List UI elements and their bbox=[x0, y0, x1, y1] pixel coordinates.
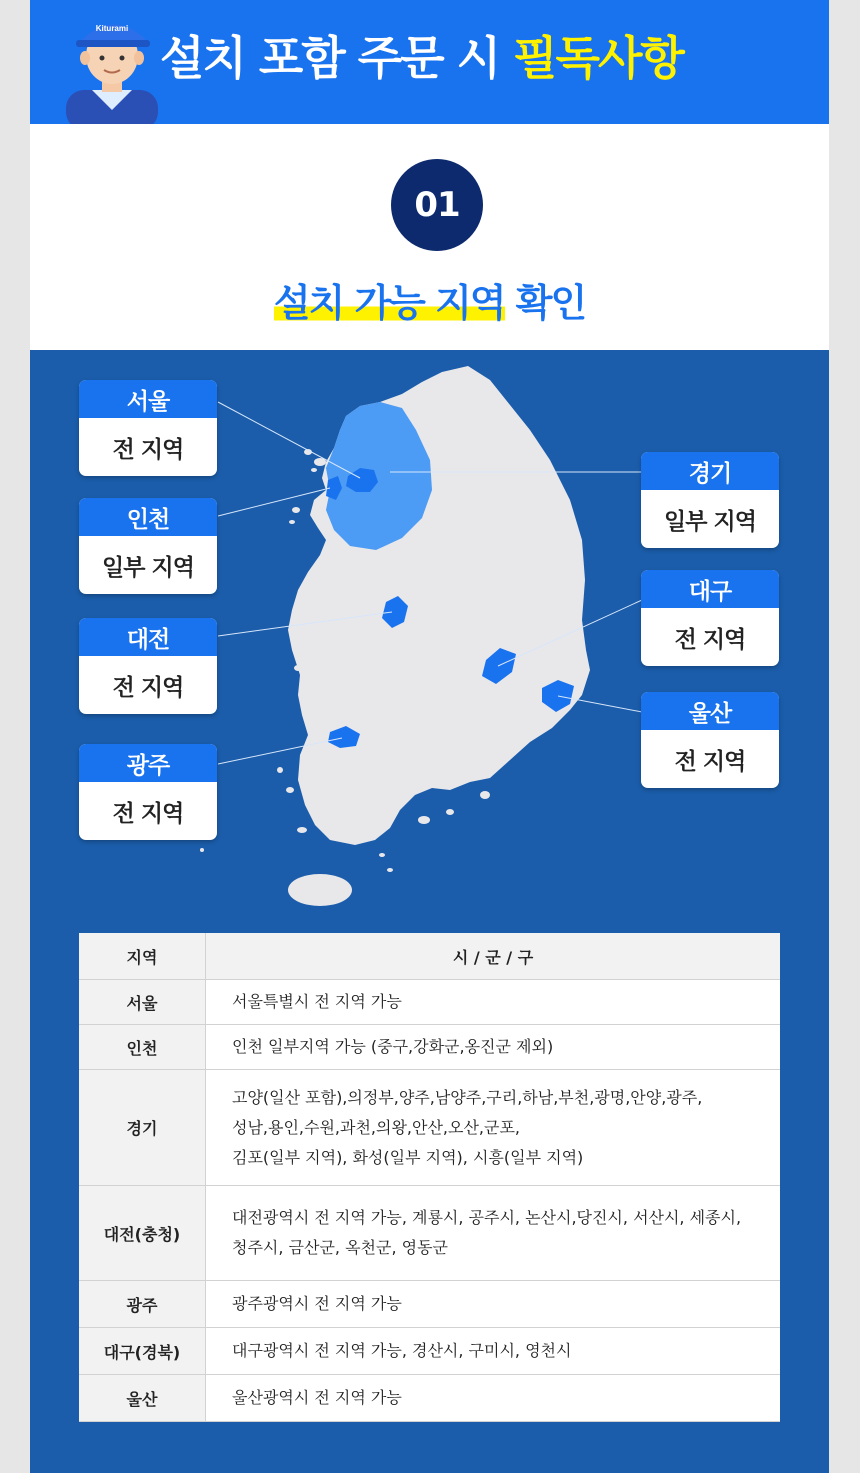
table-row bbox=[79, 1186, 780, 1281]
region-card-name: 경기 bbox=[641, 452, 779, 490]
table-cell-areas bbox=[206, 1328, 781, 1375]
table-row bbox=[79, 1070, 780, 1186]
table-cell-areas bbox=[206, 1070, 781, 1186]
cap-brand-text: Kiturami bbox=[95, 24, 129, 33]
step-number-badge: 01 bbox=[391, 159, 483, 251]
section-title bbox=[30, 272, 829, 327]
region-card-coverage: 전 지역 bbox=[112, 800, 184, 827]
table-row bbox=[79, 980, 780, 1025]
table-cell-areas bbox=[206, 980, 781, 1025]
table-cell-region: 서울 bbox=[79, 980, 206, 1025]
table-cell-line: 고양(일산 포함),의정부,양주,남양주,구리,하남,부천,광명,안양,광주, bbox=[232, 1087, 703, 1107]
header-title-highlight: 필독사항 bbox=[513, 31, 683, 85]
table-cell-line: 대전광역시 전 지역 가능, 계룡시, 공주시, 논산시,당진시, 서산시, 세종시, bbox=[232, 1208, 742, 1227]
service-area-table bbox=[79, 933, 780, 1422]
section-title-rest: 확인 bbox=[515, 281, 586, 325]
table-header-region: 지역 bbox=[79, 933, 206, 980]
header-banner bbox=[30, 0, 829, 124]
table-cell-region: 경기 bbox=[79, 1070, 206, 1186]
section-intro bbox=[30, 124, 829, 350]
region-card-coverage: 일부 지역 bbox=[664, 508, 756, 535]
table-cell-line: 광주광역시 전 지역 가능 bbox=[232, 1294, 402, 1313]
table-header-areas: 시 / 군 / 구 bbox=[206, 933, 781, 980]
jeju-island bbox=[288, 874, 352, 906]
table-row bbox=[79, 1281, 780, 1328]
table-row bbox=[79, 1025, 780, 1070]
page-frame bbox=[30, 0, 829, 1473]
table-cell-line: 성남,용인,수원,과천,의왕,안산,오산,군포, bbox=[232, 1117, 520, 1137]
region-card-gwangju bbox=[79, 744, 217, 840]
region-card-coverage: 전 지역 bbox=[674, 626, 746, 653]
table-cell-line: 서울특별시 전 지역 가능 bbox=[232, 992, 402, 1011]
korea-mainland-shape bbox=[288, 366, 590, 845]
region-card-gyeonggi bbox=[641, 452, 779, 548]
table-row bbox=[79, 1375, 780, 1422]
region-card-seoul bbox=[79, 380, 217, 476]
region-card-name: 인천 bbox=[79, 498, 217, 536]
region-card-coverage: 전 지역 bbox=[112, 674, 184, 701]
service-area-section bbox=[30, 350, 829, 1473]
region-card-name: 서울 bbox=[79, 380, 217, 418]
table-cell-areas bbox=[206, 1186, 781, 1281]
region-card-coverage: 전 지역 bbox=[112, 436, 184, 463]
region-card-coverage: 전 지역 bbox=[674, 748, 746, 775]
table-cell-region: 대구(경북) bbox=[79, 1328, 206, 1375]
table-row bbox=[79, 1328, 780, 1375]
region-card-name: 대전 bbox=[79, 618, 217, 656]
header-title-main: 설치 포함 주문 시 bbox=[160, 31, 500, 85]
header-title bbox=[160, 22, 683, 88]
table-cell-line: 인천 일부지역 가능 (중구,강화군,옹진군 제외) bbox=[232, 1037, 554, 1056]
table-cell-areas bbox=[206, 1281, 781, 1328]
region-card-incheon bbox=[79, 498, 217, 594]
installer-avatar-icon bbox=[52, 6, 172, 124]
table-cell-areas bbox=[206, 1375, 781, 1422]
section-title-highlight: 설치 가능 지역 bbox=[273, 281, 505, 325]
region-card-name: 광주 bbox=[79, 744, 217, 782]
table-cell-line: 대구광역시 전 지역 가능, 경산시, 구미시, 영천시 bbox=[232, 1341, 572, 1360]
table-cell-region: 대전(충청) bbox=[79, 1186, 206, 1281]
table-cell-line: 울산광역시 전 지역 가능 bbox=[232, 1388, 402, 1407]
region-card-name: 울산 bbox=[641, 692, 779, 730]
table-cell-areas bbox=[206, 1025, 781, 1070]
table-header-row bbox=[79, 933, 780, 980]
table-cell-line: 청주시, 금산군, 옥천군, 영동군 bbox=[232, 1238, 448, 1257]
region-card-daejeon bbox=[79, 618, 217, 714]
table-cell-line: 김포(일부 지역), 화성(일부 지역), 시흥(일부 지역) bbox=[232, 1147, 584, 1167]
region-card-daegu bbox=[641, 570, 779, 666]
region-card-ulsan bbox=[641, 692, 779, 788]
table-cell-region: 광주 bbox=[79, 1281, 206, 1328]
region-card-coverage: 일부 지역 bbox=[102, 554, 194, 581]
table-cell-region: 울산 bbox=[79, 1375, 206, 1422]
table-cell-region: 인천 bbox=[79, 1025, 206, 1070]
region-card-name: 대구 bbox=[641, 570, 779, 608]
